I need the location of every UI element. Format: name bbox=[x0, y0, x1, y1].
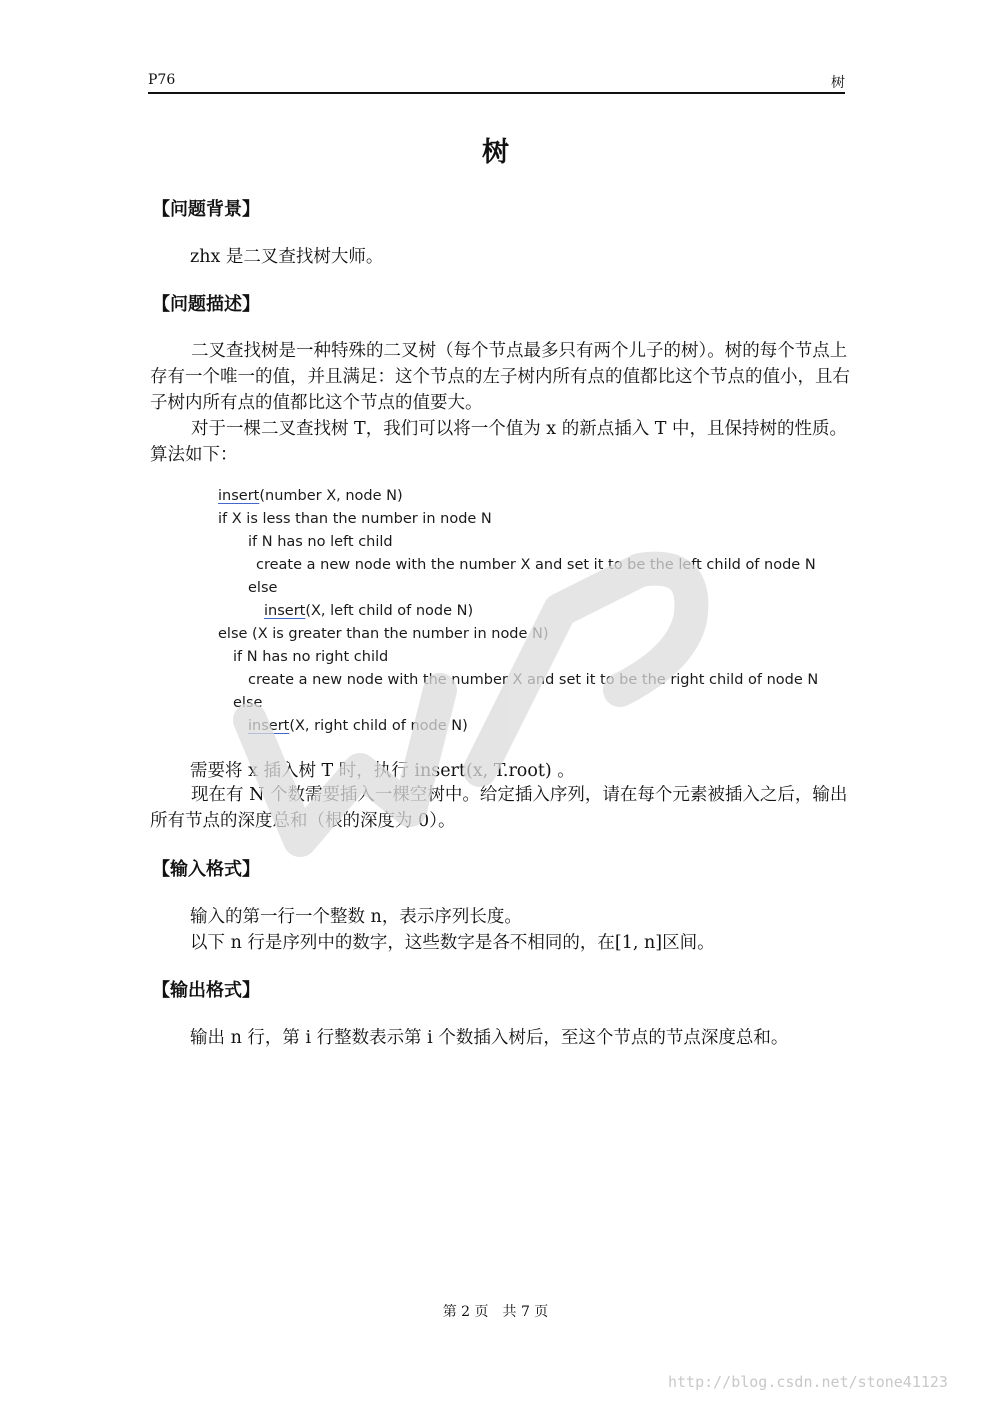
description-paragraph-3: 需要将 x 插入树 T 时，执行 insert(x, T.root) 。 bbox=[190, 761, 575, 781]
code-function-name: insert bbox=[264, 603, 306, 619]
watermark-url: http://blog.csdn.net/stone41123 bbox=[668, 1373, 948, 1391]
code-line: create a new node with the number X and set it to be the left child of node N bbox=[256, 557, 816, 573]
code-function-name: insert bbox=[248, 718, 290, 734]
header-page-code: P76 bbox=[148, 72, 176, 88]
section-heading-input: 【输入格式】 bbox=[152, 859, 260, 880]
code-line: if N has no right child bbox=[233, 649, 389, 665]
code-text: (number X, node N) bbox=[259, 488, 403, 504]
header-topic: 树 bbox=[831, 75, 845, 91]
description-paragraph-2: 对于一棵二叉查找树 T，我们可以将一个值为 x 的新点插入 T 中，且保持树的性质。算法如下： bbox=[150, 419, 848, 465]
code-line bbox=[248, 718, 468, 734]
page-header bbox=[148, 72, 845, 94]
code-line: else bbox=[248, 580, 278, 596]
input-line-2: 以下 n 行是序列中的数字，这些数字是各不相同的，在[1, n]区间。 bbox=[190, 933, 715, 953]
code-line: if N has no left child bbox=[248, 534, 393, 550]
section-heading-description: 【问题描述】 bbox=[152, 294, 260, 315]
code-function-name: insert bbox=[218, 488, 260, 504]
section-heading-background: 【问题背景】 bbox=[152, 199, 260, 220]
background-text: zhx 是二叉查找树大师。 bbox=[190, 247, 384, 267]
page-title: 树 bbox=[482, 137, 509, 168]
code-text: (X, right child of node N) bbox=[289, 718, 468, 734]
description-paragraph-4: 现在有 N 个数需要插入一棵空树中。给定插入序列，请在每个元素被插入之后，输出所有节点的深度总和（根的深度为 0）。 bbox=[150, 785, 848, 831]
description-paragraph-1: 二叉查找树是一种特殊的二叉树（每个节点最多只有两个儿子的树）。树的每个节点上存有一个唯一的值，并且满足：这个节点的左子树内所有点的值都比这个节点的值小，且右子树内所有点的值都比这个节点的值要大。 bbox=[150, 341, 850, 413]
output-line-1: 输出 n 行，第 i 行整数表示第 i 个数插入树后，至这个节点的节点深度总和。 bbox=[190, 1028, 789, 1048]
code-line: if X is less than the number in node N bbox=[218, 511, 492, 527]
input-line-1: 输入的第一行一个整数 n，表示序列长度。 bbox=[190, 907, 522, 927]
code-line: create a new node with the number X and set it to be the right child of node N bbox=[248, 672, 819, 688]
code-line bbox=[218, 488, 403, 504]
code-line bbox=[264, 603, 473, 619]
code-text: (X, left child of node N) bbox=[305, 603, 474, 619]
code-line: else bbox=[233, 695, 263, 711]
code-line: else (X is greater than the number in node N) bbox=[218, 626, 549, 642]
section-heading-output: 【输出格式】 bbox=[152, 980, 260, 1001]
page-footer: 第 2 页 共 7 页 bbox=[442, 1304, 549, 1320]
